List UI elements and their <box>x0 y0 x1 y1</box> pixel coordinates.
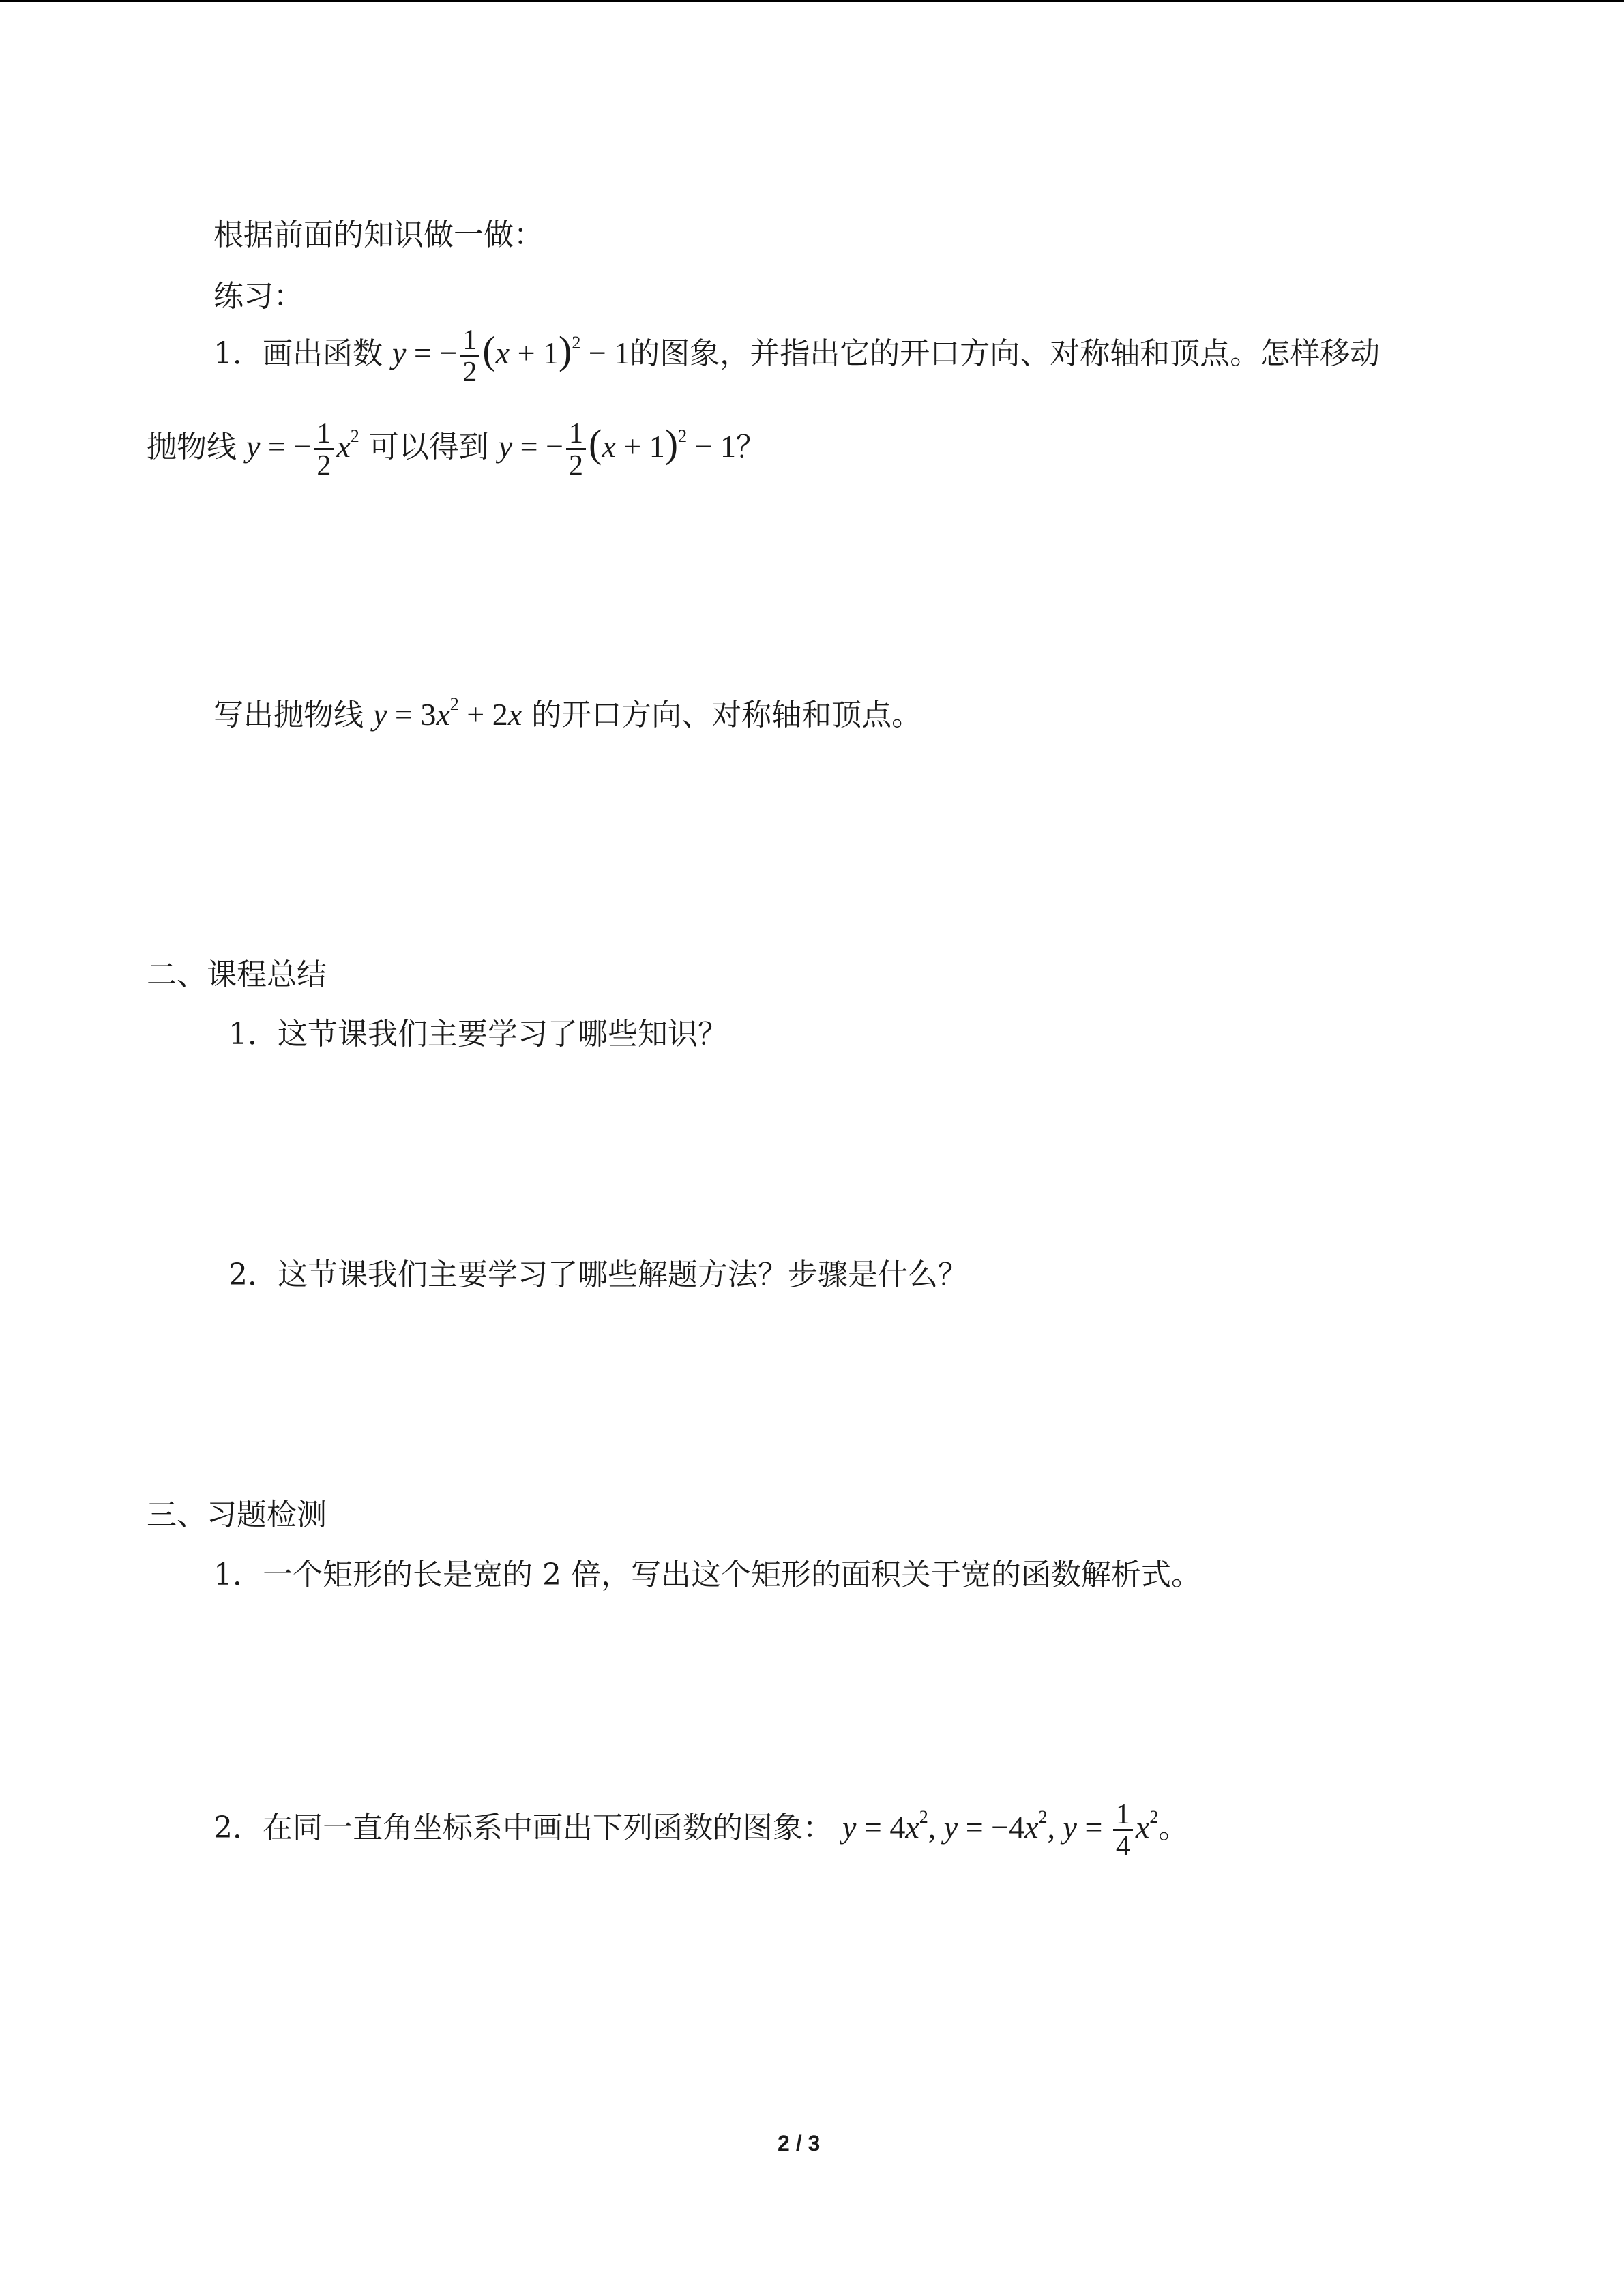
exercise-1-line-1 <box>213 326 1380 387</box>
exercise-2-text-a: 写出抛物线 <box>213 698 364 732</box>
formula-base-parabola: y = − $\frac{1}{2}$ $x^2$ <box>246 418 359 481</box>
exercise-check-2-end: 。 <box>1158 1810 1189 1846</box>
intro-text: 根据前面的知识做一做： <box>213 218 544 252</box>
section-3-heading: 三、习题检测 <box>147 1497 327 1532</box>
exercise-check-2-text: 2．在同一直角坐标系中画出下列函数的图象： <box>213 1810 833 1846</box>
page-number: 2 / 3 <box>778 2131 821 2156</box>
summary-question-1: 1．这节课我们主要学习了哪些知识？ <box>228 1017 728 1052</box>
exercise-check-1: 1．一个矩形的长是宽的 2 倍，写出这个矩形的面积关于宽的函数解析式。 <box>213 1557 1201 1592</box>
exercise-1-number: 1． <box>213 336 263 372</box>
formula-shifted-parabola-2: y = − $\frac{1}{2}$ $(x + 1)^2 - 1$ <box>498 418 737 481</box>
exercise-1-text-e: ？ <box>736 430 767 465</box>
top-rule <box>0 0 1624 2</box>
exercise-1-text-b: 的图象，并指出它的开口方向、对称轴和顶点。怎样移动 <box>630 336 1381 372</box>
exercise-1-line-2 <box>147 419 766 480</box>
exercise-check-2 <box>213 1800 1188 1861</box>
formula-parabola-3x2-2x: $y = 3x^2 + 2x$ <box>373 694 522 732</box>
summary-question-2: 2．这节课我们主要学习了哪些解题方法？步骤是什么？ <box>228 1257 968 1292</box>
formula-shifted-parabola: y = − $\frac{1}{2}$ $(x + 1)^2 - 1$ <box>392 325 630 388</box>
exercise-1-text-c: 抛物线 <box>147 430 237 465</box>
section-2-heading: 二、课程总结 <box>147 957 327 992</box>
exercise-2-line <box>213 694 921 736</box>
exercise-2-text-b: 的开口方向、对称轴和顶点。 <box>531 698 922 732</box>
exercise-1-text-a: 画出函数 <box>263 336 383 372</box>
formula-three-parabolas: $y = 4x^2$, $y = -4x^2$, y = $\frac{1}{4}$ $x^2$ <box>842 1799 1159 1862</box>
practice-label: 练习： <box>213 279 304 314</box>
exercise-1-text-d: 可以得到 <box>368 430 489 465</box>
